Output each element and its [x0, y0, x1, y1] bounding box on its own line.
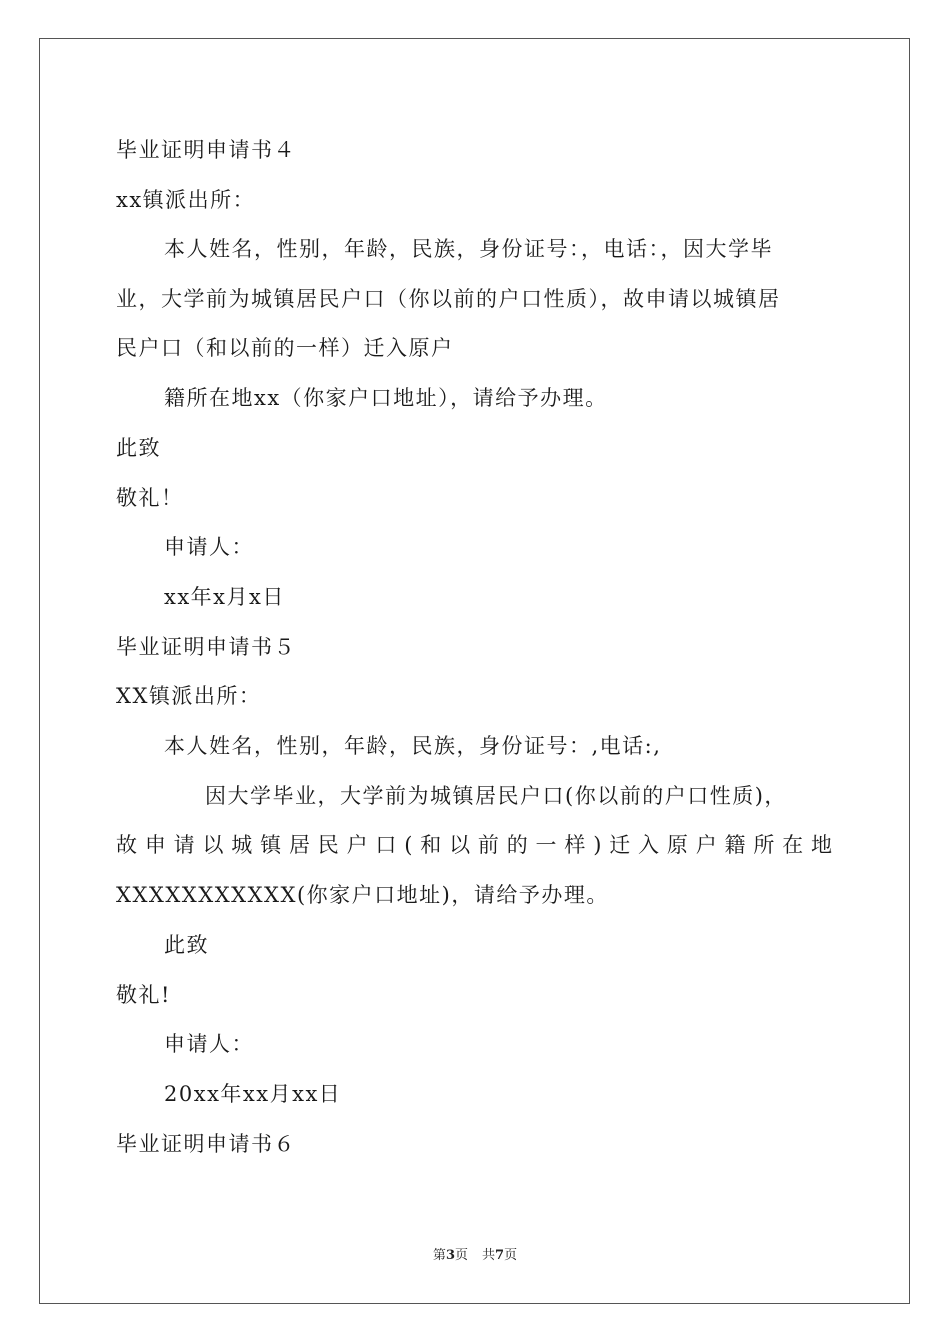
body-line: 故申请以城镇居民户口(和以前的一样)迁入原户籍所在地	[116, 833, 832, 857]
footer-prefix: 第	[432, 1248, 446, 1263]
body-line: XXXXXXXXXXX(你家户口地址)，请给予办理。	[116, 883, 609, 907]
section-title-4: 毕业证明申请书４	[116, 138, 296, 162]
total-page-number: 7	[495, 1248, 505, 1263]
footer-page-suffix: 页	[454, 1248, 468, 1263]
body-line: 籍所在地xx（你家户口地址），请给予办理。	[164, 386, 608, 410]
footer-total-suffix: 页	[504, 1248, 518, 1263]
current-page-number: 3	[445, 1248, 455, 1263]
body-line: 本人姓名，性别，年龄，民族，身份证号：,电话:,	[164, 734, 662, 758]
salutation: 敬礼!	[116, 983, 171, 1007]
addressee: XX镇派出所：	[116, 684, 262, 708]
closing-line: 此致	[164, 933, 209, 957]
date-line: 20xx年xx月xx日	[164, 1082, 342, 1106]
section-title-6: 毕业证明申请书６	[116, 1132, 296, 1156]
salutation: 敬礼！	[116, 486, 184, 510]
closing-line: 此致	[116, 436, 161, 460]
applicant-label: 申请人：	[164, 1032, 254, 1056]
body-line: 民户口（和以前的一样）迁入原户	[116, 336, 454, 360]
addressee: xx镇派出所：	[116, 188, 256, 212]
page-footer	[0, 1247, 950, 1265]
applicant-label: 申请人：	[164, 535, 254, 559]
page-frame	[39, 38, 910, 1304]
body-line: 业，大学前为城镇居民户口（你以前的户口性质），故申请以城镇居	[116, 287, 781, 311]
body-line: 本人姓名，性别，年龄，民族，身份证号：，电话：，因大学毕	[164, 237, 773, 261]
section-title-5: 毕业证明申请书５	[116, 635, 296, 659]
body-line: 因大学毕业，大学前为城镇居民户口(你以前的户口性质)，	[205, 784, 787, 808]
date-line: xx年x月x日	[164, 585, 285, 609]
footer-total-prefix: 共	[482, 1248, 496, 1263]
